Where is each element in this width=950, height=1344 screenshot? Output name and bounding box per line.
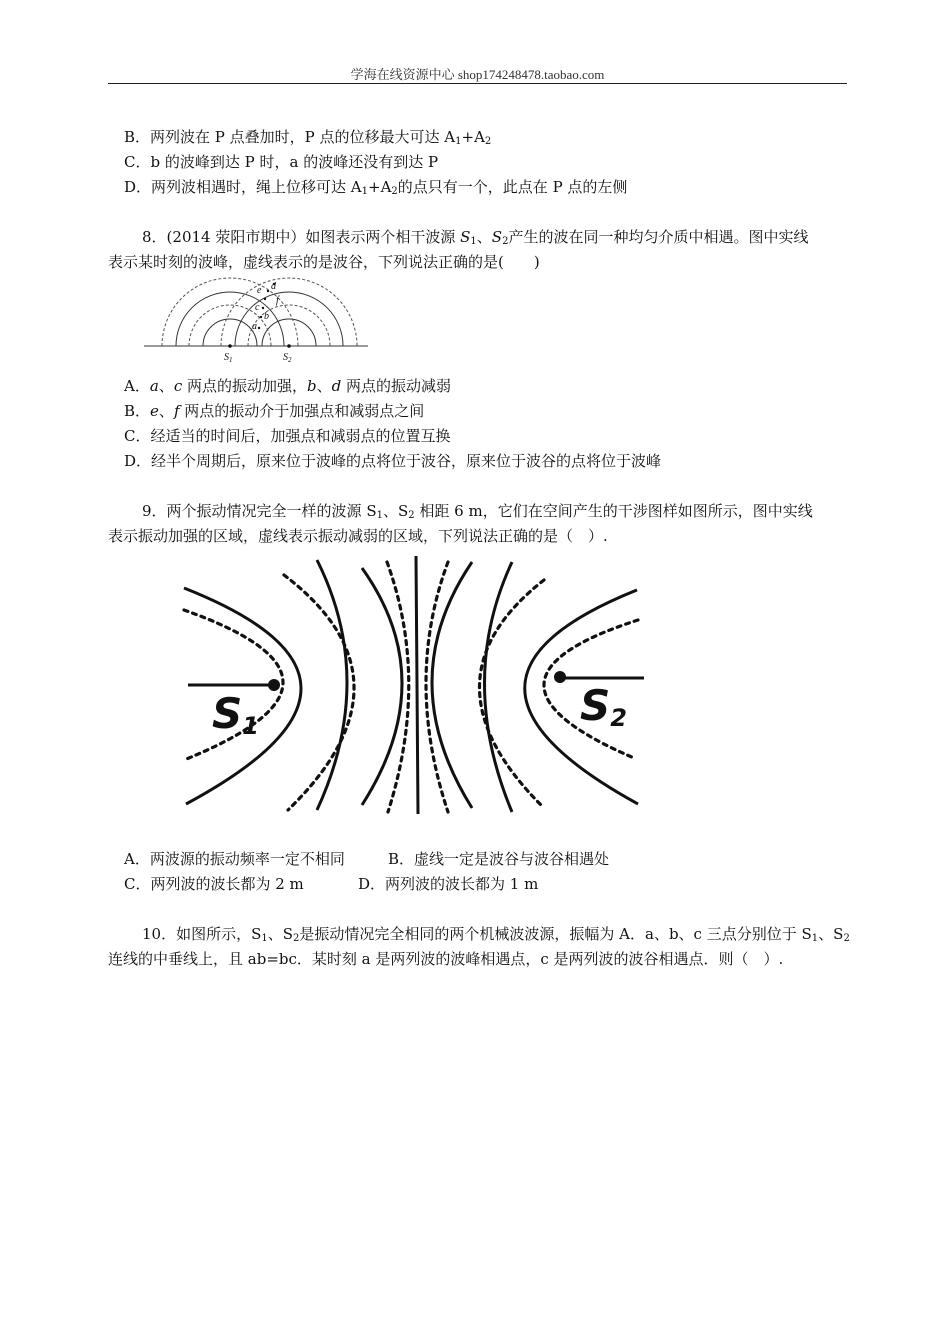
q8-label-s1: $S_1$ <box>224 352 233 364</box>
page-header: 学海在线资源中心 shop174248478.taobao.com <box>350 67 605 82</box>
q8-label-s2: $S_2$ <box>283 352 292 364</box>
q9-label-s2: S2 <box>580 681 627 732</box>
q9-option-b: B．虚线一定是波谷与波谷相遇处 <box>388 850 610 868</box>
q8-stem-line2: 表示某时刻的波峰，虚线表示的是波谷，下列说法正确的是( ) <box>108 253 540 271</box>
q8-label-d: d <box>271 281 276 292</box>
header-rule <box>108 83 847 84</box>
q7-option-d: D．两列波相遇时，绳上位移可达 $A_1+A_2$的点只有一个，此点在 P 点的左侧 <box>124 178 628 197</box>
q8-option-b: B．e、f 两点的振动介于加强点和减弱点之间 <box>124 402 425 420</box>
q9-label-s1: S1 <box>212 689 259 740</box>
q8-option-d: D．经半个周期后，原来位于波峰的点将位于波谷，原来位于波谷的点将位于波峰 <box>124 452 662 470</box>
q8-label-b: b <box>264 311 269 322</box>
q8-interference-figure <box>140 272 372 364</box>
q9-interference-figure <box>172 550 652 820</box>
q7-option-c: C．b 的波峰到达 P 时，a 的波峰还没有到达 P <box>124 153 439 171</box>
q10-stem-line2: 连线的中垂线上，且 ab=bc．某时刻 a 是两列波的波峰相遇点，c 是两列波的波谷相遇点．则（ ）. <box>108 950 784 968</box>
q8-label-c: c <box>255 302 260 313</box>
q8-option-a: A．a、c 两点的振动加强，b、d 两点的振动减弱 <box>124 377 452 395</box>
q8-label-f: f <box>276 295 279 306</box>
q8-label-e: e <box>257 285 262 296</box>
q7-option-b: B．两列波在 P 点叠加时，P 点的位移最大可达 $A_1+A_2$ <box>124 128 492 147</box>
q9-center-line <box>416 556 418 814</box>
q9-option-a: A．两波源的振动频率一定不相同 <box>124 850 345 868</box>
q9-option-d: D．两列波的波长都为 1 m <box>358 875 539 893</box>
q8-label-a: a <box>252 321 257 332</box>
q9-option-c: C．两列波的波长都为 2 m <box>124 875 304 893</box>
q9-stem-line2: 表示振动加强的区域，虚线表示振动减弱的区域，下列说法正确的是（ ）. <box>108 527 608 545</box>
q8-option-c: C．经适当的时间后，加强点和减弱点的位置互换 <box>124 427 451 445</box>
q10-stem-line1: 10．如图所示，$S_1$、$S_2$是振动情况完全相同的两个机械波波源，振幅为 A．a、b、c 三点分别位于 $S_1$、$S_2$ <box>142 925 850 944</box>
q8-stem-line1: 8．(2014 荥阳市期中）如图表示两个相干波源 $S_1$、$S_2$产生的波在同一种均匀介质中相遇。图中实线 <box>142 228 809 247</box>
q9-stem-line1: 9．两个振动情况完全一样的波源 $S_1$、$S_2$ 相距 6 m，它们在空间产生的干涉图样如图所示，图中实线 <box>142 502 813 521</box>
